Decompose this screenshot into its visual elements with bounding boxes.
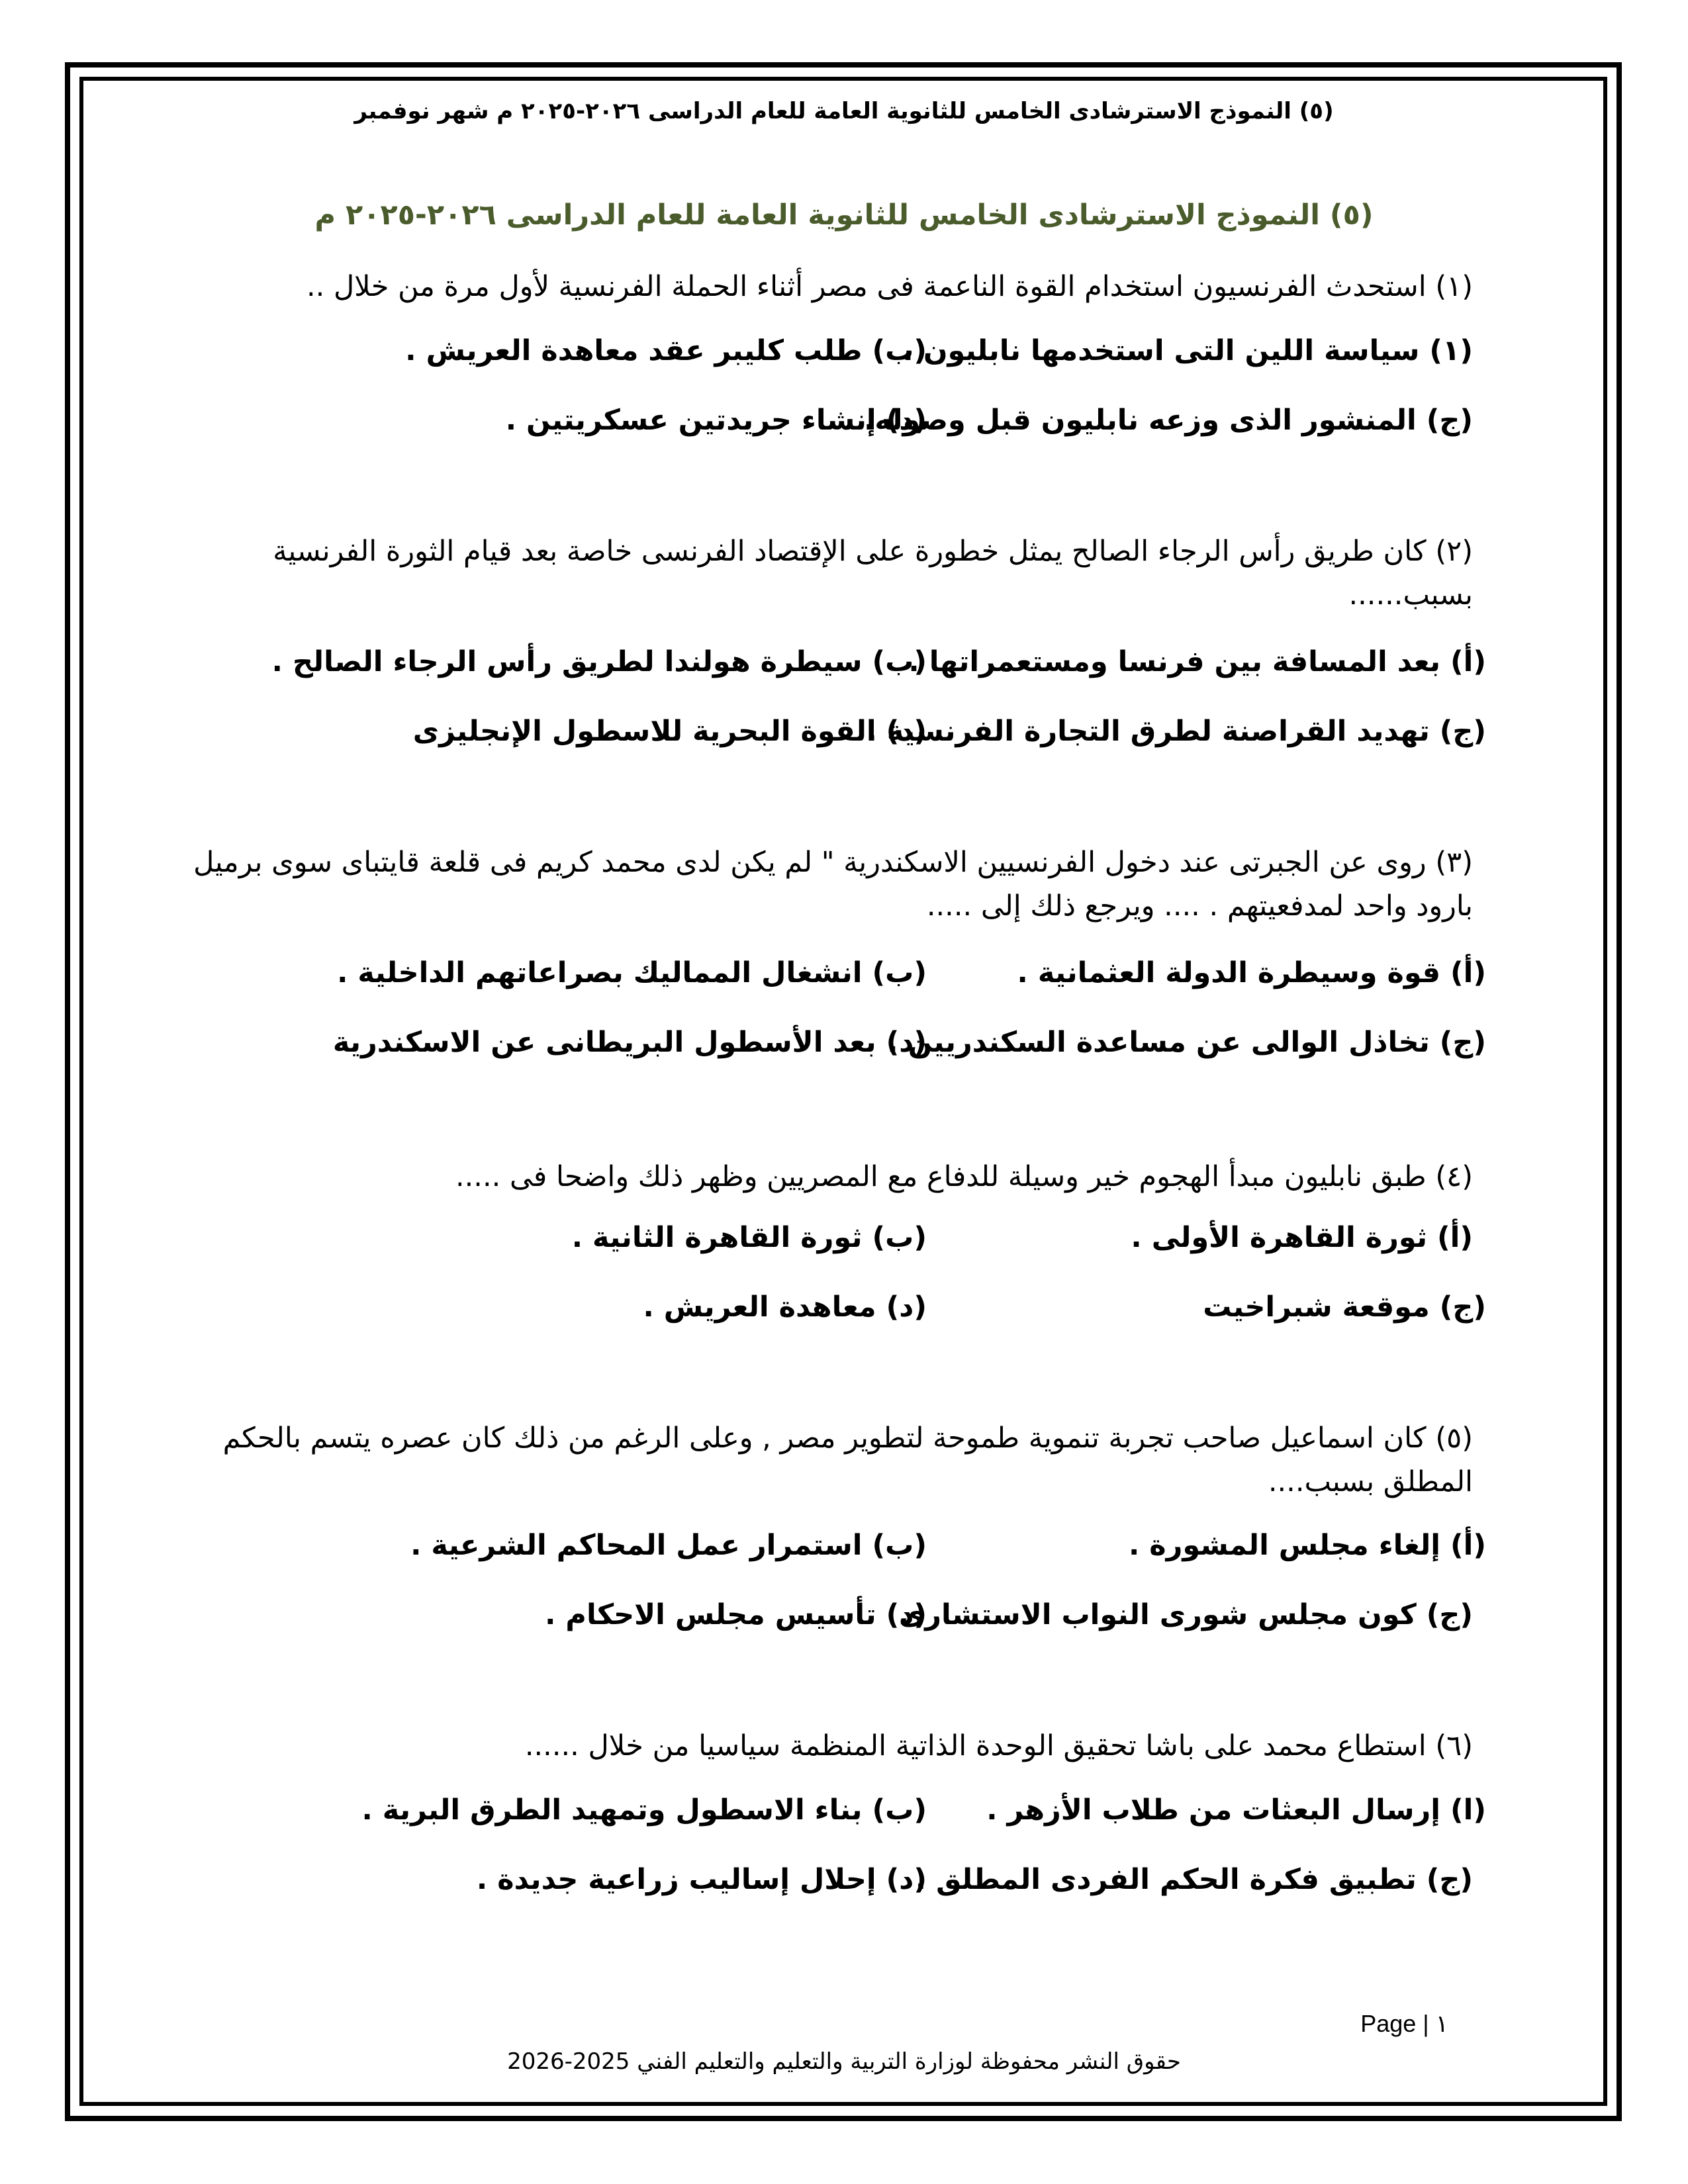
option-a: (أ) قوة وسيطرة الدولة العثمانية . (1017, 956, 1486, 989)
option-b: (ب) ثورة القاهرة الثانية . (571, 1221, 927, 1254)
option-c: (ج) موقعة شبراخيت (1203, 1291, 1486, 1324)
option-a: (أ) بعد المسافة بين فرنسا ومستعمراتها . (908, 645, 1486, 678)
option-b: (ب) طلب كليبر عقد معاهدة العريش . (405, 334, 927, 367)
option-d: (د) بعد الأسطول البريطانى عن الاسكندرية (332, 1026, 927, 1059)
option-a: (أ) إلغاء مجلس المشورة . (1128, 1529, 1486, 1562)
option-b: (ب) سيطرة هولندا لطريق رأس الرجاء الصالح . (271, 645, 927, 678)
option-d: (د) إحلال إساليب زراعية جديدة . (476, 1863, 927, 1896)
option-a: (أ) ثورة القاهرة الأولى . (1131, 1221, 1473, 1254)
option-d: (د) تأسيس مجلس الاحكام . (545, 1598, 927, 1631)
question-stem: (٥) كان اسماعيل صاحب تجربة تنموية طموحة لتطوير مصر , وعلى الرغم من ذلك كان عصره يتسم بالحكم المطلق بسبب.... (222, 1422, 1473, 1498)
option-b: (ب) بناء الاسطول وتمهيد الطرق البرية . (361, 1794, 927, 1827)
question-stem: (٢) كان طريق رأس الرجاء الصالح يمثل خطورة على الإقتصاد الفرنسى خاصة بعد قيام الثورة الفرنسية بسبب...... (273, 535, 1473, 612)
running-header: (٥) النموذج الاسترشادى الخامس للثانوية العامة للعام الدراسى ٢٠٢٦-٢٠٢٥ م شهر نوفمبر (354, 98, 1334, 124)
option-b: (ب) استمرار عمل المحاكم الشرعية . (410, 1529, 927, 1562)
option-b: (ب) انشغال المماليك بصراعاتهم الداخلية . (337, 956, 927, 989)
option-c: (ج) تهديد القراصنة لطرق التجارة الفرنسية . (866, 715, 1486, 748)
question-stem: (٦) استطاع محمد على باشا تحقيق الوحدة الذاتية المنظمة سياسيا من خلال ...... (524, 1729, 1473, 1762)
question-stem: (١) استحدث الفرنسيون استخدام القوة الناعمة فى مصر أثناء الحملة الفرنسية لأول مرة من خلال .. (306, 270, 1473, 303)
page-number: Page | ١ (1360, 2010, 1448, 2037)
copyright-footer: حقوق النشر محفوظة لوزارة التربية والتعليم والتعليم الفني 2025-2026 (507, 2048, 1181, 2075)
question-stem: (٤) طبق نابليون مبدأ الهجوم خير وسيلة للدفاع مع المصريين وظهر ذلك واضحا فى ..... (455, 1160, 1473, 1193)
option-c: (ج) المنشور الذى وزعه نابليون قبل وصوله. (863, 404, 1473, 437)
option-a: (ا) إرسال البعثات من طلاب الأزهر . (986, 1794, 1486, 1827)
option-c: (ج) كون مجلس شورى النواب الاستشارى (898, 1598, 1473, 1631)
option-c: (ج) تخاذل الوالى عن مساعدة السكندريين . (887, 1026, 1486, 1059)
document-title: (٥) النموذج الاسترشادى الخامس للثانوية العامة للعام الدراسى ٢٠٢٦-٢٠٢٥ م (314, 199, 1374, 232)
option-d: (د) معاهدة العريش . (643, 1291, 927, 1324)
option-c: (ج) تطبيق فكرة الحكم الفردى المطلق . (915, 1863, 1473, 1896)
option-d: (د) إنشاء جريدتين عسكريتين . (505, 404, 927, 437)
question-stem: (٣) روى عن الجبرتى عند دخول الفرنسيين الاسكندرية " لم يكن لدى محمد كريم فى قلعة قايتباى سوى برميل بارود واحد لمدفعيتهم . .... ويرجع ذلك إلى ..... (193, 846, 1473, 923)
option-d: (د) القوة البحرية للاسطول الإنجليزى (412, 715, 927, 748)
option-a: (١) سياسة اللين التى استخدمها نابليون . (902, 334, 1473, 367)
